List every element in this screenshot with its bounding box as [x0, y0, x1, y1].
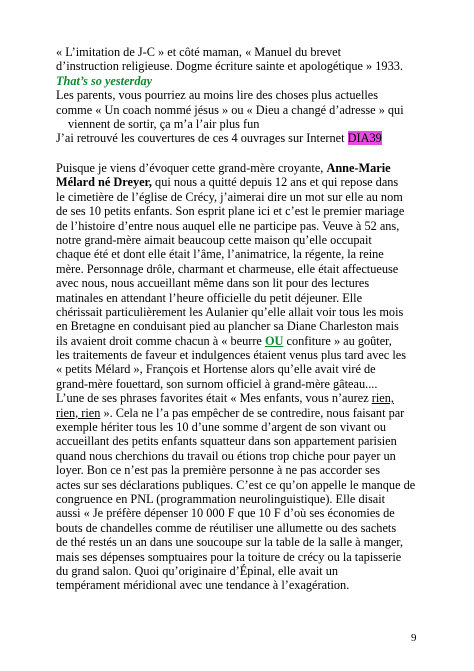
text-line: [56, 334, 426, 348]
text-segment: confiture » au goûter,: [283, 333, 392, 348]
underlined-text: rien,: [371, 391, 394, 406]
text-line: [56, 406, 426, 420]
text-segment: ». Cela ne l’a pas empêcher de se contredire, nous faisant par: [100, 405, 405, 420]
text-line: « L’imitation de J-C » et côté maman, « Manuel du brevet: [56, 45, 342, 59]
text-line: exemple hériter tous les 10 d’une somme d’argent de son vivant ou: [56, 420, 386, 435]
text-line: le cimetière de l’église de Crécy, j’aimerai dire un mot sur elle au nom: [56, 189, 403, 204]
text-line: de thé restés un an dans une soucoupe sur la table de la salle à manger,: [56, 535, 404, 550]
text-line: grand-mère fouettard, son surnom officiel à grand-mère gâteau....: [56, 376, 378, 391]
text-line: [56, 161, 426, 175]
text-line: les traitements de faveur et indulgences étaient venus plus tard avec les: [56, 348, 406, 363]
section-heading: That’s so yesterday: [56, 73, 153, 88]
text-line: congruence en PNL (programmation neurolinguistique). Elle disait: [56, 491, 386, 506]
text-segment: Puisque je viens d’évoquer cette grand-mère croyante,: [56, 161, 327, 175]
text-line: de ses 10 petits enfants. Son esprit plane ici et c’est le premier mariage: [56, 204, 405, 219]
text-line: [56, 131, 426, 145]
text-line: Les parents, vous pourriez au moins lire des choses plus actuelles: [56, 88, 379, 103]
text-line: quand nous cherchions du travail ou étions trop chiche pour payer un: [56, 448, 396, 463]
text-line: « petits Mélard », François et Hortense alors qu’elle avait viré de: [56, 362, 376, 377]
text-segment: J’ai retrouvé les couvertures de ces 4 ouvrages sur Internet: [56, 131, 348, 146]
text-line: bouts de chandelles comme de réutiliser une allumette ou des sachets: [56, 520, 397, 535]
text-line: chaque été et dont elle était l’âme, l’animatrice, la régente, la reine: [56, 247, 384, 262]
text-line: actes sur ses déclarations publiques. C’est ce qu’on appelle le manque de: [56, 477, 416, 492]
text-line: de l’histoire d’entre nous auquel elle ne participe pas. Veuve à 52 ans,: [56, 218, 400, 233]
text-line: accueillant des petits enfants squatteur dans son appartement parisien: [56, 434, 397, 449]
text-line: notre grand-mère aimait beaucoup cette maison qu’elle occupait: [56, 232, 372, 247]
person-name: Mélard né Dreyer,: [56, 175, 152, 190]
person-name: Anne-Marie: [326, 161, 391, 175]
main-paragraph: [56, 161, 426, 593]
text-line: du grand salon. Quoi qu’originaire d’Épinal, elle avait un: [56, 563, 339, 578]
text-line: comme « Un coach nommé jésus » ou « Dieu a changé d’adresse » qui: [56, 102, 404, 117]
text-segment: L’une de ses phrases favorites était « Mes enfants, vous n’aurez: [56, 391, 372, 406]
text-line: [56, 175, 426, 189]
slide-reference-badge: DIA39: [347, 131, 382, 146]
text-line: loyer. Bon ce n’est pas la première personne à ne pas accorder ses: [56, 463, 381, 478]
text-line: d’instruction religieuse. Dogme écriture sainte et apologétique » 1933.: [56, 59, 403, 74]
text-line: chérissait particulièrement les Aulanier qu’elle allait voir tous les mois: [56, 304, 404, 319]
page-number: 9: [411, 632, 417, 644]
ou-emphasis: OU: [264, 333, 284, 348]
text-segment: ils avaient droit comme chacun à « beurre: [56, 333, 265, 348]
text-line: mais ses dépenses somptuaires pour la toiture de crécy ou la tapisserie: [56, 549, 402, 564]
text-line: [56, 391, 426, 405]
text-line: en Bretagne en conduisant pied au plancher sa Diane Charleston mais: [56, 319, 399, 334]
text-line: matinales en attendant l’heure officielle du petit déjeuner. Elle: [56, 290, 363, 305]
text-line: mère. Personnage drôle, charmant et charmeuse, elle était affectueuse: [56, 261, 399, 276]
text-line: tempérament méridional avec une tendance à l’exagération.: [56, 578, 350, 593]
underlined-text: rien, rien: [56, 405, 101, 420]
intro-section: [56, 45, 426, 146]
text-segment: qui nous a quitté depuis 12 ans et qui repose dans: [151, 175, 399, 190]
text-line: viennent de sortir, ça m’a l’air plus fun: [68, 116, 260, 131]
text-line: avec nous, nous accueillant même dans son lit pour des lectures: [56, 276, 370, 291]
text-line: aussi « Je préfère dépenser 10 000 F que 10 F d’où ses économies de: [56, 506, 395, 521]
